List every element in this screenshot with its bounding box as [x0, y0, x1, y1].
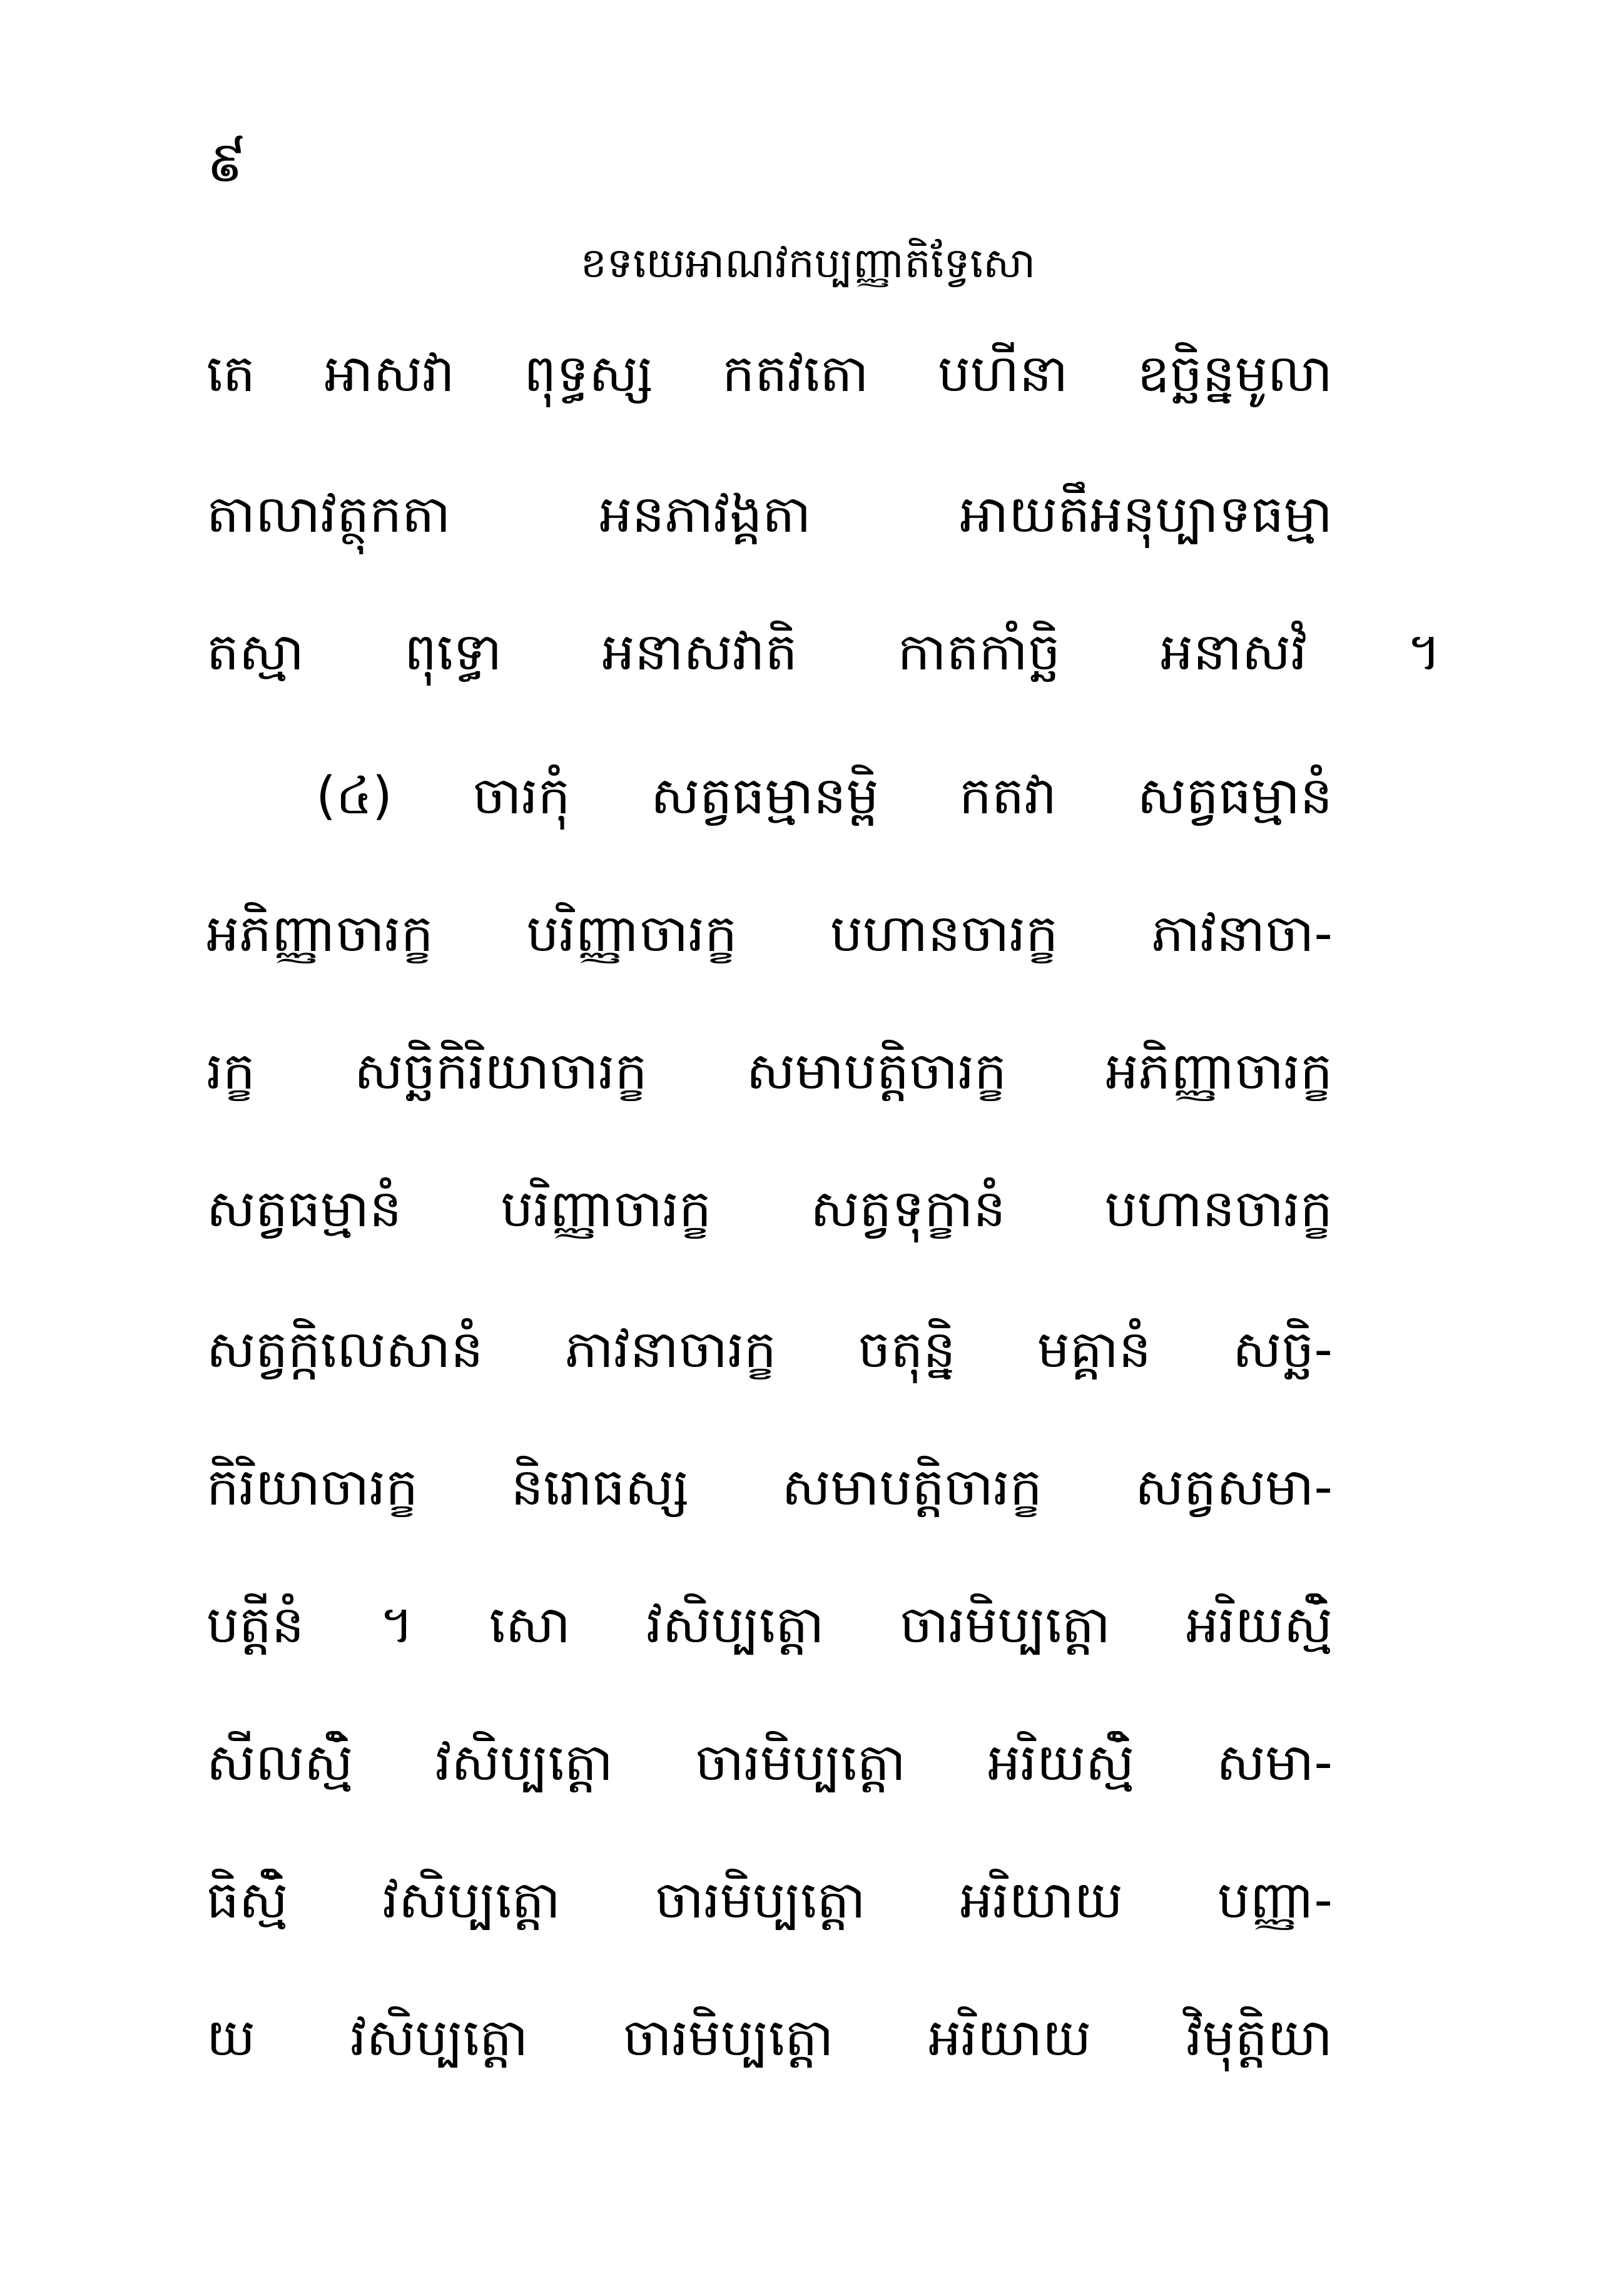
word: អនាសវាតិ — [602, 622, 798, 682]
word: កាតកាំច្ឆិ — [897, 622, 1060, 682]
word: វសិប្បត្តោ — [435, 1733, 613, 1792]
word: ឧច្ឆិន្នមូលា — [1137, 344, 1333, 404]
word: ធិស្មិំ — [206, 1871, 288, 1930]
word: កិរិយាចារក្ខ — [206, 1458, 419, 1517]
word: អរិយស្មិំ — [987, 1733, 1135, 1792]
word: បរិញ្ញាចារក្ខ — [501, 1179, 712, 1239]
word: ចារមិប្បត្តោ — [623, 2008, 834, 2068]
word: តេ — [206, 344, 256, 404]
word: បត្តីនំ — [206, 1595, 305, 1655]
word: កតវា — [959, 766, 1057, 826]
word: អរិយាយ — [960, 1871, 1123, 1930]
text-line — [206, 901, 1333, 968]
word: សមា- — [1216, 1733, 1333, 1792]
word: សច្ឆិកិរិយាចារក្ខ — [354, 1042, 648, 1101]
word: (៤) — [316, 766, 393, 826]
text-line — [206, 482, 1333, 549]
word: អភិញ្ញាចារក្ខ — [206, 904, 434, 963]
word: បហានចារក្ខ — [830, 904, 1059, 963]
word: អរិយស្មិំ — [1186, 1595, 1333, 1655]
text-line — [206, 1176, 1333, 1243]
word: សត្វធម្មានំ — [206, 1179, 402, 1239]
word: ពុទ្ធស្ស — [524, 344, 653, 404]
text-line — [206, 341, 1333, 408]
word: បរិញ្ញាចារក្ខ — [526, 904, 738, 963]
word: សច្ឆិ- — [1232, 1320, 1333, 1379]
word: បញ្ញា- — [1217, 1871, 1333, 1930]
word: អនភាវង្គតា — [599, 485, 811, 544]
text-line — [206, 619, 1441, 686]
text-line — [206, 1867, 1333, 1934]
text-line — [316, 763, 1333, 830]
word: យ — [206, 2008, 256, 2068]
word: ភាវនាចារក្ខ — [564, 1320, 777, 1379]
word: ចតុន្និ — [858, 1320, 956, 1379]
word: បហីនា — [938, 344, 1069, 404]
word: ។ — [1407, 622, 1441, 682]
word: ចារមិប្បត្តោ — [695, 1733, 906, 1792]
word: សត្វធម្មានំ — [1137, 766, 1333, 826]
word: ចារមិប្បត្តោ — [654, 1871, 866, 1930]
word: វសិប្បត្តោ — [382, 1871, 561, 1930]
word: អនាសវំ — [1160, 622, 1308, 682]
word: វសិប្បត្តោ — [646, 1595, 825, 1655]
word: ចារមិប្បត្តោ — [900, 1595, 1110, 1655]
word: កតវតោ — [722, 344, 869, 404]
word: អាយតឹអនុប្បាទធម្មា — [960, 485, 1333, 544]
word: ។ — [379, 1595, 414, 1655]
word: វិមុត្តិយា — [1186, 2008, 1333, 2068]
word: អាសវា — [324, 344, 455, 404]
word: តាលាវត្ថុកតា — [206, 485, 451, 544]
text-line — [206, 1317, 1333, 1384]
word: វសិប្បត្តោ — [350, 2008, 529, 2068]
word: សមាបត្តិចារក្ខ — [781, 1458, 1042, 1517]
word: សត្វសមា- — [1135, 1458, 1333, 1517]
text-line — [206, 1039, 1333, 1105]
word: សត្វធម្មានម្ពិ — [651, 766, 879, 826]
word: តស្មា — [206, 622, 305, 682]
word: រក្ខ — [206, 1042, 256, 1101]
word: សត្វក្កិលេសានំ — [206, 1320, 484, 1379]
word: សោ — [489, 1595, 571, 1655]
word: មគ្គានំ — [1037, 1320, 1151, 1379]
word: សត្វទុក្ខានំ — [810, 1179, 1006, 1239]
word: ភាវនាចា- — [1151, 904, 1333, 963]
word: អភិញ្ញាចារក្ខ — [1105, 1042, 1333, 1101]
word: ពុទ្ធោ — [404, 622, 502, 682]
text-line — [206, 1592, 1333, 1659]
word: សីលស្មិំ — [206, 1733, 353, 1792]
text-line — [206, 1455, 1333, 1521]
word: អរិយាយ — [928, 2008, 1092, 2068]
text-line — [206, 1730, 1333, 1797]
word: និរោធស្ស — [511, 1458, 689, 1517]
running-head: ខទយេអាណវកប្បញ្ញាតិទ្វែសោ — [580, 239, 1036, 287]
word: ចារកុំ — [472, 766, 571, 826]
page-number: ៩ — [206, 130, 246, 195]
word: បហានចារក្ខ — [1104, 1179, 1333, 1239]
text-line — [206, 2005, 1333, 2072]
word: សមាបត្តិចារក្ខ — [746, 1042, 1007, 1101]
